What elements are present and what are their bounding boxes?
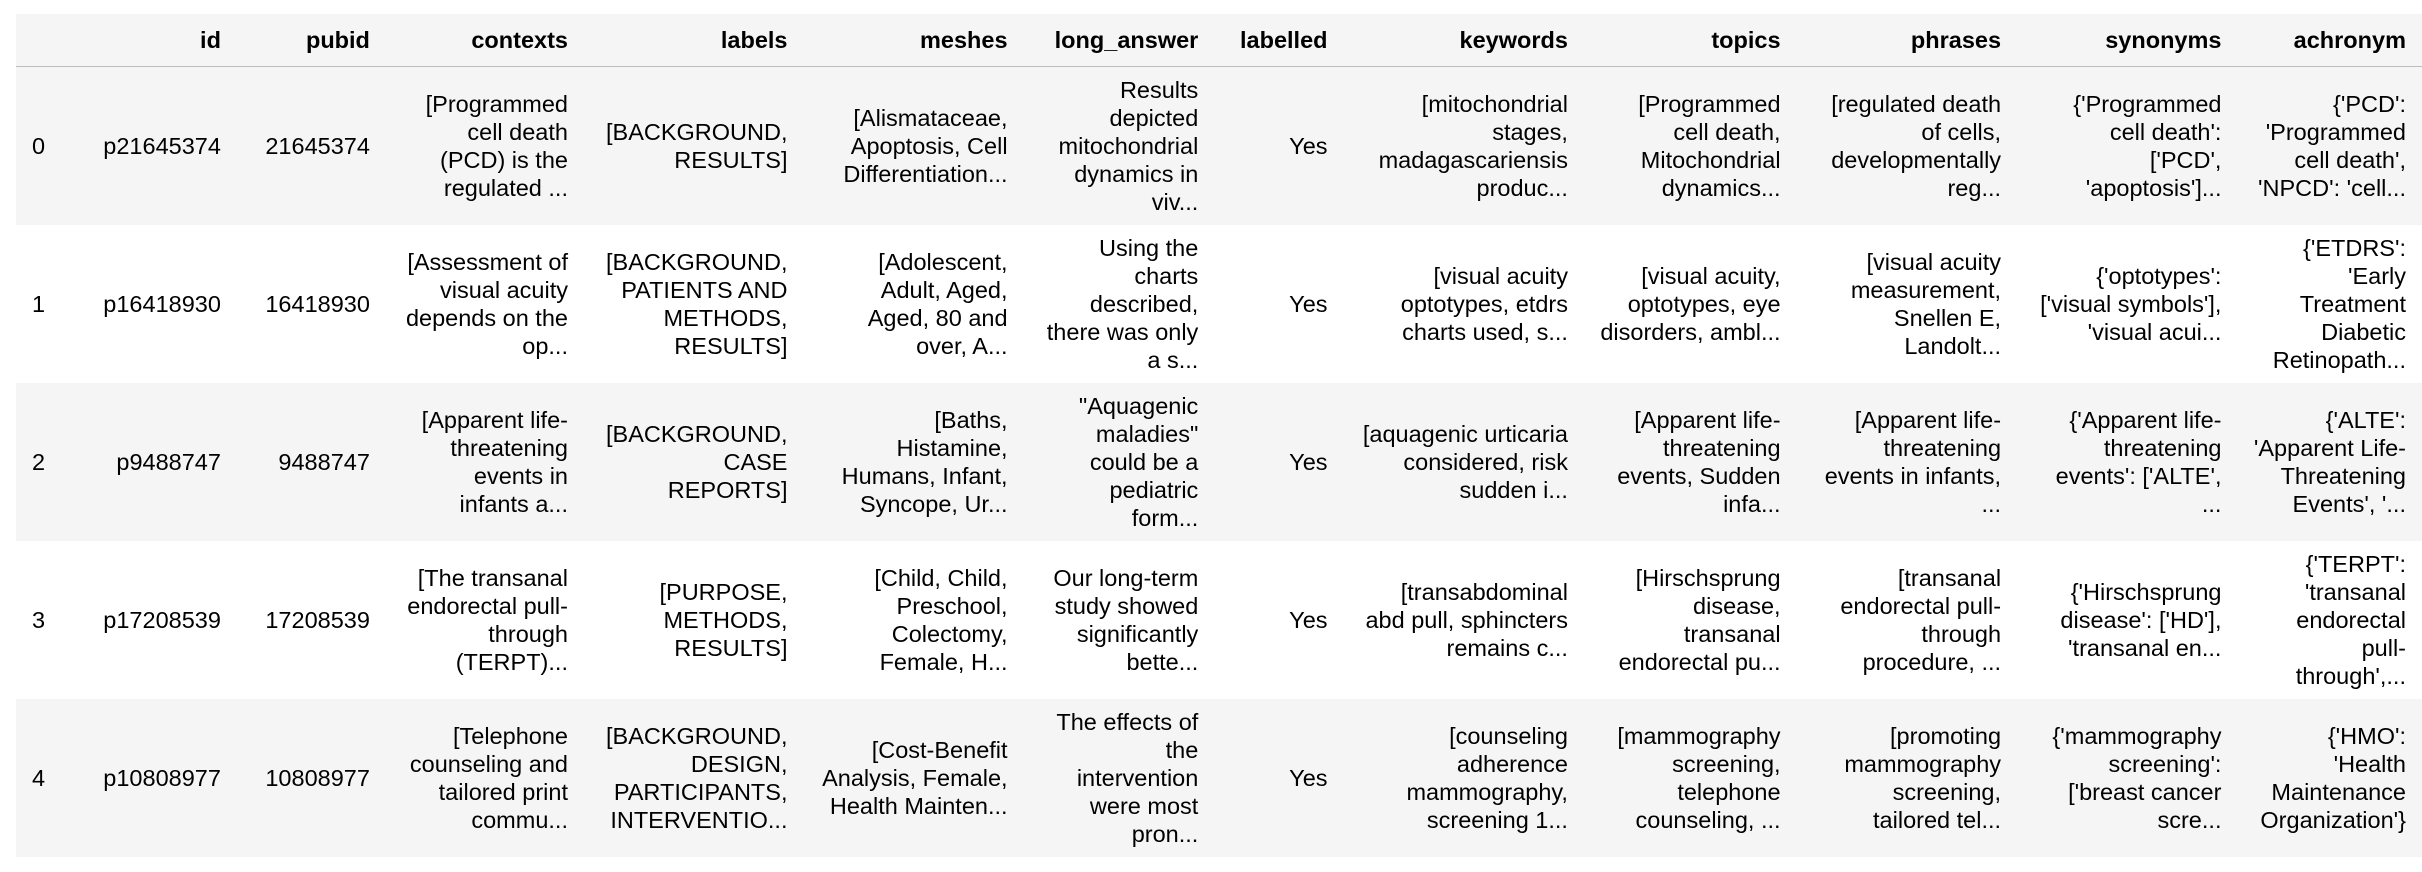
cell-long-answer: Using the charts described, there was only a s... (1024, 225, 1215, 383)
column-header-contexts: contexts (386, 14, 584, 67)
cell-topics: [Apparent life-threatening events, Sudden infa... (1584, 383, 1797, 541)
cell-labels: [BACKGROUND, RESULTS] (584, 67, 804, 226)
cell-phrases: [Apparent life-threatening events in infants, ... (1797, 383, 2017, 541)
cell-id: p10808977 (61, 699, 237, 857)
table-row (16, 225, 2422, 383)
cell-long-answer: "Aquagenic maladies" could be a pediatric form... (1024, 383, 1215, 541)
cell-synonyms: {'mammography screening': ['breast cancer scre... (2017, 699, 2237, 857)
cell-keywords: [counseling adherence mammography, screening 1... (1344, 699, 1584, 857)
dataframe-table (16, 14, 2422, 857)
column-header-long-answer: long_answer (1024, 14, 1215, 67)
cell-contexts: [Apparent life-threatening events in infants a... (386, 383, 584, 541)
cell-meshes: [Baths, Histamine, Humans, Infant, Syncope, Ur... (803, 383, 1023, 541)
cell-id: p17208539 (61, 541, 237, 699)
cell-pubid: 17208539 (237, 541, 386, 699)
cell-long-answer: The effects of the intervention were most pron... (1024, 699, 1215, 857)
table-row (16, 699, 2422, 857)
cell-achronym: {'ALTE': 'Apparent Life-Threatening Events', '... (2237, 383, 2422, 541)
cell-labels: [BACKGROUND, DESIGN, PARTICIPANTS, INTERVENTIO... (584, 699, 804, 857)
cell-phrases: [visual acuity measurement, Snellen E, Landolt... (1797, 225, 2017, 383)
column-header-phrases: phrases (1797, 14, 2017, 67)
cell-phrases: [transanal endorectal pull-through procedure, ... (1797, 541, 2017, 699)
row-index: 4 (16, 699, 61, 857)
cell-contexts: [The transanal endorectal pull-through (TERPT)... (386, 541, 584, 699)
header-row (16, 14, 2422, 67)
table-row (16, 541, 2422, 699)
cell-labelled: Yes (1214, 67, 1343, 226)
cell-contexts: [Telephone counseling and tailored print commu... (386, 699, 584, 857)
cell-labelled: Yes (1214, 383, 1343, 541)
row-index: 1 (16, 225, 61, 383)
cell-topics: [mammography screening, telephone counseling, ... (1584, 699, 1797, 857)
cell-labels: [BACKGROUND, CASE REPORTS] (584, 383, 804, 541)
cell-achronym: {'ETDRS': 'Early Treatment Diabetic Retinopath... (2237, 225, 2422, 383)
cell-keywords: [visual acuity optotypes, etdrs charts used, s... (1344, 225, 1584, 383)
column-header-index (16, 14, 61, 67)
cell-achronym: {'HMO': 'Health Maintenance Organization'} (2237, 699, 2422, 857)
cell-pubid: 10808977 (237, 699, 386, 857)
cell-long-answer: Our long-term study showed significantly bette... (1024, 541, 1215, 699)
column-header-synonyms: synonyms (2017, 14, 2237, 67)
cell-phrases: [promoting mammography screening, tailored tel... (1797, 699, 2017, 857)
cell-id: p21645374 (61, 67, 237, 226)
cell-achronym: {'TERPT': 'transanal endorectal pull-through',... (2237, 541, 2422, 699)
cell-meshes: [Child, Child, Preschool, Colectomy, Female, H... (803, 541, 1023, 699)
column-header-id: id (61, 14, 237, 67)
cell-topics: [visual acuity, optotypes, eye disorders, ambl... (1584, 225, 1797, 383)
cell-keywords: [aquagenic urticaria considered, risk sudden i... (1344, 383, 1584, 541)
cell-meshes: [Cost-Benefit Analysis, Female, Health Mainten... (803, 699, 1023, 857)
row-index: 3 (16, 541, 61, 699)
cell-contexts: [Programmed cell death (PCD) is the regulated ... (386, 67, 584, 226)
cell-pubid: 9488747 (237, 383, 386, 541)
row-index: 2 (16, 383, 61, 541)
cell-pubid: 21645374 (237, 67, 386, 226)
cell-id: p9488747 (61, 383, 237, 541)
cell-synonyms: {'Hirschsprung disease': ['HD'], 'transanal en... (2017, 541, 2237, 699)
cell-topics: [Hirschsprung disease, transanal endorectal pu... (1584, 541, 1797, 699)
cell-labelled: Yes (1214, 225, 1343, 383)
cell-labels: [PURPOSE, METHODS, RESULTS] (584, 541, 804, 699)
cell-keywords: [mitochondrial stages, madagascariensis produc... (1344, 67, 1584, 226)
column-header-labelled: labelled (1214, 14, 1343, 67)
cell-achronym: {'PCD': 'Programmed cell death', 'NPCD': 'cell... (2237, 67, 2422, 226)
cell-meshes: [Adolescent, Adult, Aged, Aged, 80 and over, A... (803, 225, 1023, 383)
column-header-meshes: meshes (803, 14, 1023, 67)
table-row (16, 67, 2422, 226)
column-header-labels: labels (584, 14, 804, 67)
cell-labelled: Yes (1214, 541, 1343, 699)
column-header-topics: topics (1584, 14, 1797, 67)
cell-meshes: [Alismataceae, Apoptosis, Cell Differentiation... (803, 67, 1023, 226)
cell-pubid: 16418930 (237, 225, 386, 383)
cell-keywords: [transabdominal abd pull, sphincters remains c... (1344, 541, 1584, 699)
cell-phrases: [regulated death of cells, developmentally reg... (1797, 67, 2017, 226)
column-header-pubid: pubid (237, 14, 386, 67)
cell-synonyms: {'optotypes': ['visual symbols'], 'visual acui... (2017, 225, 2237, 383)
cell-synonyms: {'Programmed cell death': ['PCD', 'apoptosis']... (2017, 67, 2237, 226)
cell-long-answer: Results depicted mitochondrial dynamics in viv... (1024, 67, 1215, 226)
row-index: 0 (16, 67, 61, 226)
dataframe-output (16, 14, 2422, 857)
cell-topics: [Programmed cell death, Mitochondrial dynamics... (1584, 67, 1797, 226)
cell-id: p16418930 (61, 225, 237, 383)
table-row (16, 383, 2422, 541)
cell-labelled: Yes (1214, 699, 1343, 857)
cell-labels: [BACKGROUND, PATIENTS AND METHODS, RESULTS] (584, 225, 804, 383)
column-header-achronym: achronym (2237, 14, 2422, 67)
cell-synonyms: {'Apparent life-threatening events': ['ALTE', ... (2017, 383, 2237, 541)
column-header-keywords: keywords (1344, 14, 1584, 67)
cell-contexts: [Assessment of visual acuity depends on the op... (386, 225, 584, 383)
